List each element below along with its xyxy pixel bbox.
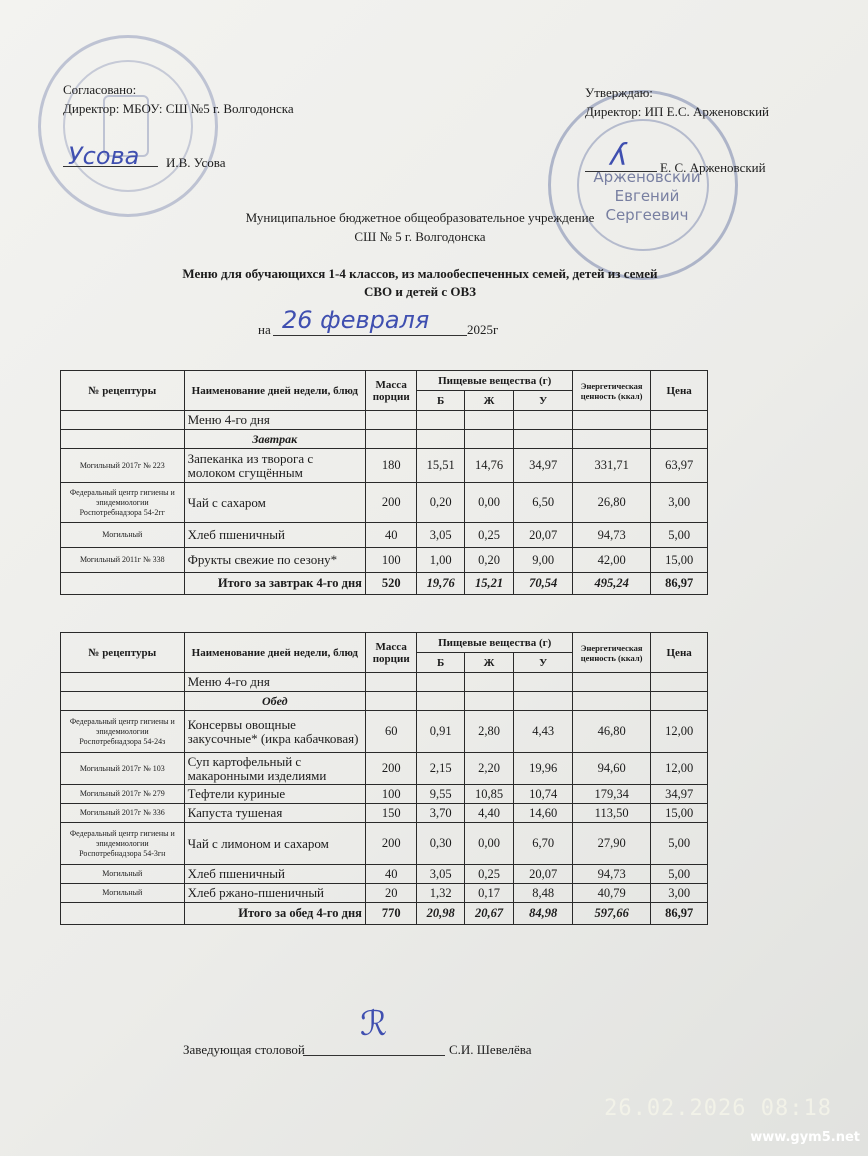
total-zh: 20,67 bbox=[464, 903, 513, 925]
header-energy: Энергетическая ценность (ккал) bbox=[572, 371, 650, 411]
b-cell: 3,05 bbox=[417, 523, 464, 548]
dish-cell: Фрукты свежие по сезону* bbox=[184, 548, 365, 573]
day-label: Меню 4-го дня bbox=[184, 673, 365, 692]
table-row bbox=[61, 753, 708, 785]
price-cell: 5,00 bbox=[651, 523, 708, 548]
energy-cell: 94,60 bbox=[572, 753, 650, 785]
energy-cell: 26,80 bbox=[572, 483, 650, 523]
date-handwritten: 26 февраля bbox=[282, 306, 430, 334]
day-label-row bbox=[61, 411, 708, 430]
header-energy: Энергетическая ценность (ккал) bbox=[572, 633, 650, 673]
u-cell: 6,70 bbox=[514, 823, 573, 865]
total-energy: 597,66 bbox=[572, 903, 650, 925]
agreed-signer: И.В. Усова bbox=[166, 155, 226, 170]
header-mass: Масса порции bbox=[365, 633, 417, 673]
header-b: Б bbox=[417, 391, 464, 411]
price-cell: 15,00 bbox=[651, 804, 708, 823]
total-row bbox=[61, 903, 708, 925]
zh-cell: 0,00 bbox=[464, 823, 513, 865]
u-cell: 8,48 bbox=[514, 884, 573, 903]
energy-cell: 113,50 bbox=[572, 804, 650, 823]
dish-cell: Чай с сахаром bbox=[184, 483, 365, 523]
recipe-cell: Могильный 2011г № 338 bbox=[61, 548, 185, 573]
b-cell: 15,51 bbox=[417, 449, 464, 483]
footer-signature-line bbox=[303, 1055, 445, 1056]
recipe-cell: Могильный bbox=[61, 865, 185, 884]
header-nutrients: Пищевые вещества (г) bbox=[417, 633, 573, 653]
meal-label-row bbox=[61, 430, 708, 449]
price-cell: 3,00 bbox=[651, 483, 708, 523]
table-row bbox=[61, 823, 708, 865]
zh-cell: 0,25 bbox=[464, 523, 513, 548]
recipe-cell: Могильный bbox=[61, 884, 185, 903]
total-zh: 15,21 bbox=[464, 573, 513, 595]
zh-cell: 4,40 bbox=[464, 804, 513, 823]
header-b: Б bbox=[417, 653, 464, 673]
approve-signer: Е. С. Арженовский bbox=[660, 160, 766, 175]
header-zh: Ж bbox=[464, 391, 513, 411]
energy-cell: 40,79 bbox=[572, 884, 650, 903]
table-row bbox=[61, 523, 708, 548]
date-prefix: на bbox=[258, 322, 271, 337]
header-dish: Наименование дней недели, блюд bbox=[184, 371, 365, 411]
date-suffix: 2025г bbox=[467, 322, 499, 337]
recipe-cell: Могильный 2017г № 279 bbox=[61, 785, 185, 804]
u-cell: 9,00 bbox=[514, 548, 573, 573]
dish-cell: Хлеб пшеничный bbox=[184, 523, 365, 548]
dish-cell: Хлеб ржано-пшеничный bbox=[184, 884, 365, 903]
zh-cell: 0,20 bbox=[464, 548, 513, 573]
table-header-row bbox=[61, 371, 708, 391]
b-cell: 2,15 bbox=[417, 753, 464, 785]
stamp-name: Арженовский Евгений Сергеевич bbox=[593, 168, 701, 224]
header-nutrients: Пищевые вещества (г) bbox=[417, 371, 573, 391]
price-cell: 5,00 bbox=[651, 823, 708, 865]
total-b: 19,76 bbox=[417, 573, 464, 595]
recipe-cell: Федеральный центр гигиены и эпидемиологии Роспотребнадзора 54-24з bbox=[61, 711, 185, 753]
energy-cell: 94,73 bbox=[572, 523, 650, 548]
b-cell: 9,55 bbox=[417, 785, 464, 804]
zh-cell: 10,85 bbox=[464, 785, 513, 804]
site-watermark: www.gym5.net bbox=[750, 1130, 860, 1145]
dish-cell: Капуста тушеная bbox=[184, 804, 365, 823]
u-cell: 19,96 bbox=[514, 753, 573, 785]
total-label: Итого за завтрак 4-го дня bbox=[184, 573, 365, 595]
total-u: 70,54 bbox=[514, 573, 573, 595]
meal-label: Завтрак bbox=[184, 430, 365, 449]
date-underline bbox=[273, 335, 467, 336]
approve-position: Директор: ИП Е.С. Арженовский bbox=[585, 104, 769, 119]
price-cell: 12,00 bbox=[651, 711, 708, 753]
mass-cell: 20 bbox=[365, 884, 417, 903]
zh-cell: 0,17 bbox=[464, 884, 513, 903]
zh-cell: 0,00 bbox=[464, 483, 513, 523]
u-cell: 10,74 bbox=[514, 785, 573, 804]
table-row bbox=[61, 865, 708, 884]
table-row bbox=[61, 548, 708, 573]
price-cell: 3,00 bbox=[651, 884, 708, 903]
total-mass: 770 bbox=[365, 903, 417, 925]
recipe-cell: Могильный 2017г № 336 bbox=[61, 804, 185, 823]
header-recipe: № рецептуры bbox=[61, 371, 185, 411]
header-price: Цена bbox=[651, 633, 708, 673]
meal-label-row bbox=[61, 692, 708, 711]
dish-cell: Запеканка из творога с молоком сгущённым bbox=[184, 449, 365, 483]
header-u: У bbox=[514, 391, 573, 411]
u-cell: 20,07 bbox=[514, 523, 573, 548]
u-cell: 4,43 bbox=[514, 711, 573, 753]
price-cell: 12,00 bbox=[651, 753, 708, 785]
dish-cell: Тефтели куриные bbox=[184, 785, 365, 804]
header-zh: Ж bbox=[464, 653, 513, 673]
recipe-cell: Могильный 2017г № 223 bbox=[61, 449, 185, 483]
u-cell: 20,07 bbox=[514, 865, 573, 884]
table-row bbox=[61, 711, 708, 753]
signature-line-right bbox=[585, 171, 657, 172]
recipe-cell: Могильный bbox=[61, 523, 185, 548]
energy-cell: 42,00 bbox=[572, 548, 650, 573]
total-price: 86,97 bbox=[651, 903, 708, 925]
recipe-cell: Федеральный центр гигиены и эпидемиологии Роспотребнадзора 54-3гн bbox=[61, 823, 185, 865]
b-cell: 3,05 bbox=[417, 865, 464, 884]
table-row bbox=[61, 483, 708, 523]
energy-cell: 94,73 bbox=[572, 865, 650, 884]
dish-cell: Консервы овощные закусочные* (икра кабачковая) bbox=[184, 711, 365, 753]
b-cell: 0,30 bbox=[417, 823, 464, 865]
b-cell: 0,91 bbox=[417, 711, 464, 753]
total-b: 20,98 bbox=[417, 903, 464, 925]
total-mass: 520 bbox=[365, 573, 417, 595]
u-cell: 14,60 bbox=[514, 804, 573, 823]
mass-cell: 200 bbox=[365, 753, 417, 785]
entrepreneur-signature-icon: ʎ bbox=[610, 138, 628, 173]
mass-cell: 100 bbox=[365, 785, 417, 804]
energy-cell: 46,80 bbox=[572, 711, 650, 753]
price-cell: 63,97 bbox=[651, 449, 708, 483]
total-u: 84,98 bbox=[514, 903, 573, 925]
institution-line-2: СШ № 5 г. Волгодонска bbox=[354, 229, 486, 244]
zh-cell: 0,25 bbox=[464, 865, 513, 884]
table-row bbox=[61, 804, 708, 823]
mass-cell: 40 bbox=[365, 865, 417, 884]
dish-cell: Суп картофельный с макаронными изделиями bbox=[184, 753, 365, 785]
price-cell: 34,97 bbox=[651, 785, 708, 804]
breakfast-table bbox=[60, 370, 708, 595]
mass-cell: 150 bbox=[365, 804, 417, 823]
b-cell: 1,32 bbox=[417, 884, 464, 903]
price-cell: 5,00 bbox=[651, 865, 708, 884]
b-cell: 3,70 bbox=[417, 804, 464, 823]
day-label-row bbox=[61, 673, 708, 692]
day-label: Меню 4-го дня bbox=[184, 411, 365, 430]
mass-cell: 200 bbox=[365, 483, 417, 523]
institution-line-1: Муниципальное бюджетное общеобразовательное учреждение bbox=[245, 210, 595, 225]
mass-cell: 200 bbox=[365, 823, 417, 865]
agreed-position: Директор: МБОУ: СШ №5 г. Волгодонска bbox=[63, 101, 294, 116]
canteen-manager-signer: С.И. Шевелёва bbox=[449, 1042, 532, 1057]
recipe-cell: Могильный 2017г № 103 bbox=[61, 753, 185, 785]
recipe-cell: Федеральный центр гигиены и эпидемиологии Роспотребнадзора 54-2гг bbox=[61, 483, 185, 523]
mass-cell: 180 bbox=[365, 449, 417, 483]
energy-cell: 331,71 bbox=[572, 449, 650, 483]
total-row bbox=[61, 573, 708, 595]
header-price: Цена bbox=[651, 371, 708, 411]
signature-line-left bbox=[63, 166, 158, 167]
energy-cell: 179,34 bbox=[572, 785, 650, 804]
agreed-label: Согласовано: bbox=[63, 82, 137, 97]
table-row bbox=[61, 884, 708, 903]
table-row bbox=[61, 449, 708, 483]
meal-label: Обед bbox=[184, 692, 365, 711]
header-mass: Масса порции bbox=[365, 371, 417, 411]
menu-title-line-2: СВО и детей с ОВЗ bbox=[363, 284, 477, 299]
zh-cell: 2,80 bbox=[464, 711, 513, 753]
mass-cell: 60 bbox=[365, 711, 417, 753]
zh-cell: 2,20 bbox=[464, 753, 513, 785]
b-cell: 0,20 bbox=[417, 483, 464, 523]
photo-timestamp: 26.02.2026 08:18 bbox=[604, 1096, 832, 1121]
canteen-manager-label: Заведующая столовой bbox=[183, 1042, 305, 1057]
mass-cell: 100 bbox=[365, 548, 417, 573]
manager-signature-icon: ℛ bbox=[360, 1004, 388, 1044]
table-header-row bbox=[61, 633, 708, 653]
total-energy: 495,24 bbox=[572, 573, 650, 595]
table-row bbox=[61, 785, 708, 804]
mass-cell: 40 bbox=[365, 523, 417, 548]
header-dish: Наименование дней недели, блюд bbox=[184, 633, 365, 673]
zh-cell: 14,76 bbox=[464, 449, 513, 483]
energy-cell: 27,90 bbox=[572, 823, 650, 865]
price-cell: 15,00 bbox=[651, 548, 708, 573]
director-signature: Усова bbox=[68, 142, 140, 170]
lunch-table bbox=[60, 632, 708, 925]
dish-cell: Чай с лимоном и сахаром bbox=[184, 823, 365, 865]
header-u: У bbox=[514, 653, 573, 673]
approve-label: Утверждаю: bbox=[585, 85, 653, 100]
u-cell: 34,97 bbox=[514, 449, 573, 483]
menu-title-line-1: Меню для обучающихся 1-4 классов, из малообеспеченных семей, детей из семей bbox=[182, 266, 658, 281]
b-cell: 1,00 bbox=[417, 548, 464, 573]
header-recipe: № рецептуры bbox=[61, 633, 185, 673]
total-price: 86,97 bbox=[651, 573, 708, 595]
dish-cell: Хлеб пшеничный bbox=[184, 865, 365, 884]
u-cell: 6,50 bbox=[514, 483, 573, 523]
total-label: Итого за обед 4-го дня bbox=[184, 903, 365, 925]
